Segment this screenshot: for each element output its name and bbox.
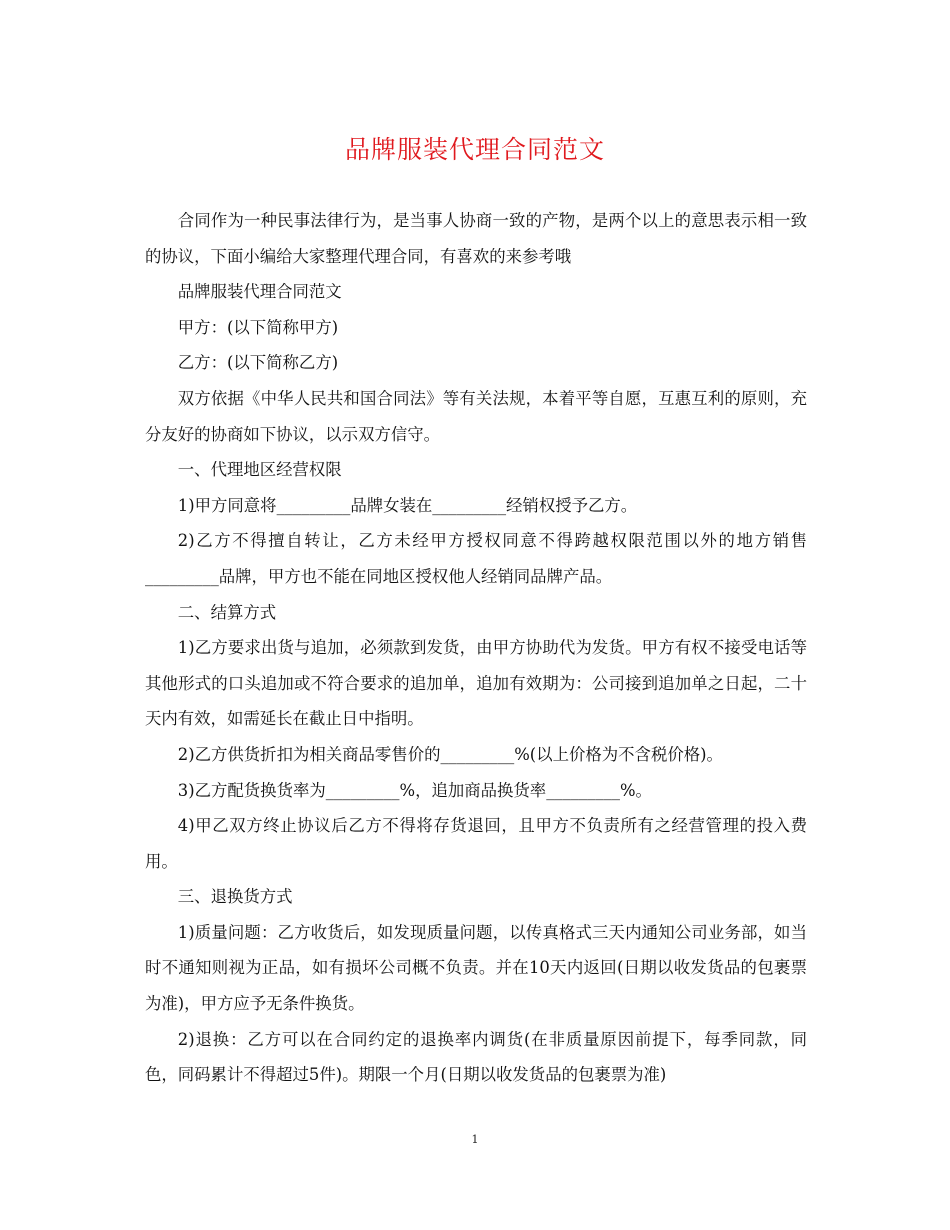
paragraph-party-a: 甲方：(以下简称甲方)	[177, 317, 339, 337]
clause-3-2: 2)退换：乙方可以在合同约定的退换率内调货(在非质量原因前提下，每季同款，同色，同码累计不得超过5件)。期限一个月(日期以收发货品的包裹票为准)	[145, 1029, 807, 1085]
paragraph-basis: 双方依据《中华人民共和国合同法》等有关法规，本着平等自愿，互惠互利的原则，充分友好的协商如下协议，以示双方信守。	[145, 388, 807, 444]
paragraph-intro: 合同作为一种民事法律行为，是当事人协商一致的产物，是两个以上的意思表示相一致的协议，下面小编给大家整理代理合同，有喜欢的来参考哦	[145, 211, 807, 266]
paragraph-party-b: 乙方：(以下简称乙方)	[177, 353, 339, 373]
section-heading-1: 一、代理地区经营权限	[177, 460, 342, 480]
clause-2-2: 2)乙方供货折扣为相关商品零售价的_________%(以上价格为不含税价格)。	[177, 744, 723, 764]
page-number: 1	[471, 1133, 479, 1146]
clause-1-1: 1)甲方同意将_________品牌女装在_________经销权授予乙方。	[177, 495, 638, 515]
paragraph-subtitle: 品牌服装代理合同范文	[177, 282, 342, 302]
document-title: 品牌服装代理合同范文	[344, 135, 605, 164]
clause-1-2: 2)乙方不得擅自转让，乙方未经甲方授权同意不得跨越权限范围以外的地方销售_________品牌，甲方也不能在同地区授权他人经销同品牌产品。	[145, 531, 807, 586]
section-heading-2: 二、结算方式	[177, 602, 277, 622]
clause-3-1: 1)质量问题：乙方收货后，如发现质量问题，以传真格式三天内通知公司业务部，如当时不通知则视为正品，如有损坏公司概不负责。并在10天内返回(日期以收发货品的包裹票为准)，甲方应予无条件换货。	[145, 922, 807, 1014]
clause-2-1: 1)乙方要求出货与追加，必须款到发货，由甲方协助代为发货。甲方有权不接受电话等其他形式的口头追加或不符合要求的追加单，追加有效期为：公司接到追加单之日起，二十天内有效，如需延长在截止日中指明。	[145, 638, 807, 729]
clause-2-3: 3)乙方配货换货率为_________%，追加商品换货率_________%。	[177, 780, 652, 800]
clause-2-4: 4)甲乙双方终止协议后乙方不得将存货退回，且甲方不负责所有之经营管理的投入费用。	[145, 816, 807, 871]
document-body	[145, 203, 807, 1093]
section-heading-3: 三、退换货方式	[177, 887, 293, 907]
